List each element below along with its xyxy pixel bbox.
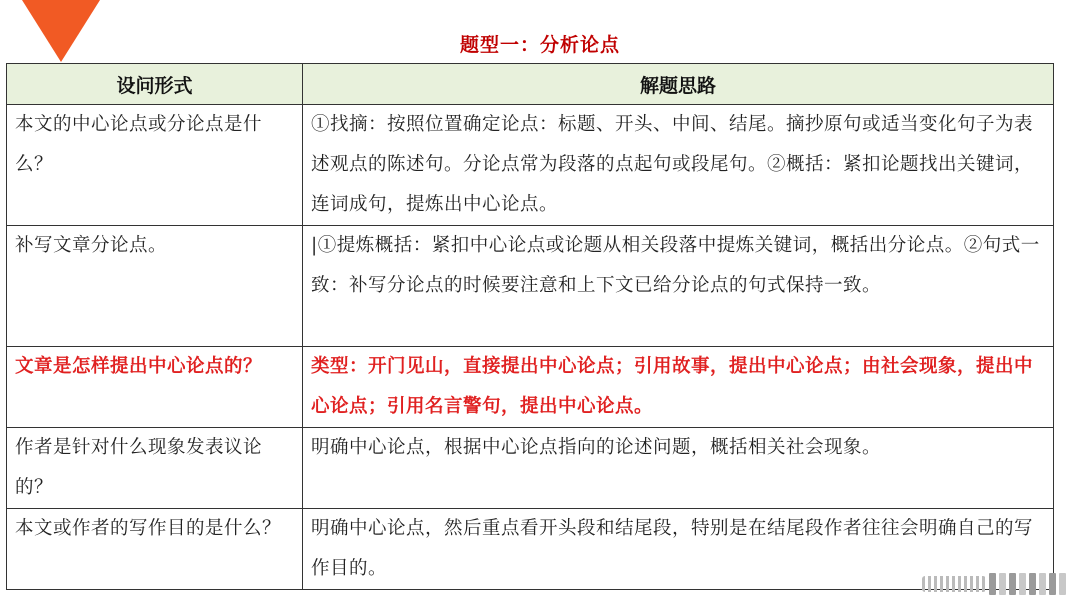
table-row [7, 226, 1054, 347]
watermark-bars-icon [989, 573, 1066, 595]
table-row [7, 428, 1054, 509]
header-solution-approach: 解题思路 [303, 64, 1054, 105]
question-cell: 补写文章分论点。 [7, 226, 303, 347]
table-row [7, 105, 1054, 226]
page-title: 题型一：分析论点 [459, 34, 620, 56]
question-cell: 本文的中心论点或分论点是什么？ [7, 105, 303, 226]
header-question-form: 设问形式 [7, 64, 303, 105]
watermark-logo [922, 572, 1066, 596]
answer-cell: 明确中心论点，根据中心论点指向的论述问题，概括相关社会现象。 [303, 428, 1054, 509]
table-row [7, 509, 1054, 590]
question-cell: 作者是针对什么现象发表议论的？ [7, 428, 303, 509]
table-header-row [7, 64, 1054, 105]
question-cell: 文章是怎样提出中心论点的？ [7, 347, 303, 428]
question-type-table [6, 63, 1054, 590]
answer-cell: ①找摘：按照位置确定论点：标题、开头、中间、结尾。摘抄原句或适当变化句子为表述观点的陈述句。分论点常为段落的点起句或段尾句。②概括：紧扣论题找出关键词，连词成句，提炼出中心论点。 [303, 105, 1054, 226]
question-cell: 本文或作者的写作目的是什么？ [7, 509, 303, 590]
answer-cell: 明确中心论点，然后重点看开头段和结尾段，特别是在结尾段作者往往会明确自己的写作目的。 [303, 509, 1054, 590]
answer-cell: |①提炼概括：紧扣中心论点或论题从相关段落中提炼关键词，概括出分论点。②句式一致：补写分论点的时候要注意和上下文已给分论点的句式保持一致。 [303, 226, 1054, 347]
watermark-dots-icon [922, 576, 986, 592]
answer-cell: 类型：开门见山，直接提出中心论点；引用故事，提出中心论点；由社会现象，提出中心论点；引用名言警句，提出中心论点。 [303, 347, 1054, 428]
table-row-highlighted [7, 347, 1054, 428]
